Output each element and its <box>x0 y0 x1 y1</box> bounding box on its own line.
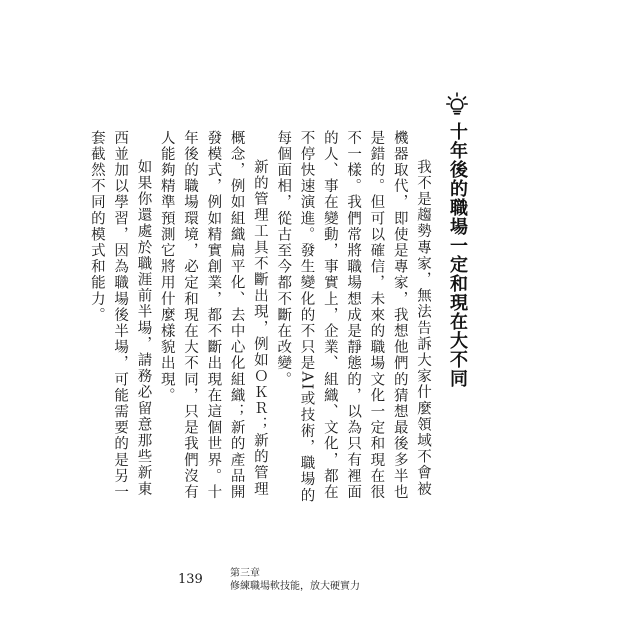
running-footer <box>230 567 360 593</box>
paragraph-2: 新的管理工具不斷出現，例如ＯＫＲ；新的管理概念，例如組織扁平化、去中心化組織；新的產品開發模式，例如精實創業，都不斷出現在這個世界。十年後的職場環境，必定和現在大不同，只是我們沒有人能夠精準預測它將用什麼樣貌出現。 <box>158 130 268 501</box>
section-title: 十年後的職場一定和現在大不同 <box>447 122 468 388</box>
body-text <box>85 130 434 510</box>
paragraph-3: 如果你還處於職涯前半場，請務必留意那些新東西並加以學習，因為職場後半場，可能需要的是另一套截然不同的模式和能力。 <box>88 130 152 501</box>
section-heading <box>444 92 470 388</box>
lightbulb-icon <box>446 92 468 116</box>
chapter-label: 第三章 <box>230 568 260 579</box>
page-number: 139 <box>178 572 203 587</box>
paragraph-1: 我不是趨勢專家，無法告訴大家什麼領域不會被機器取代，即使是專家，我想他們的猜想最後多半也是錯的。但可以確信，未來的職場文化一定和現在很不一樣。我們常將職場想成是靜態的，以為只有裡面的人、事在變動，事實上，企業、組織、文化，都在不停快速演進。發生變化的不只是AI或技術，職場的每個面相，從古至今都不斷在改變。 <box>275 130 431 504</box>
chapter-subtitle: 修練職場軟技能，放大硬實力 <box>230 581 360 592</box>
